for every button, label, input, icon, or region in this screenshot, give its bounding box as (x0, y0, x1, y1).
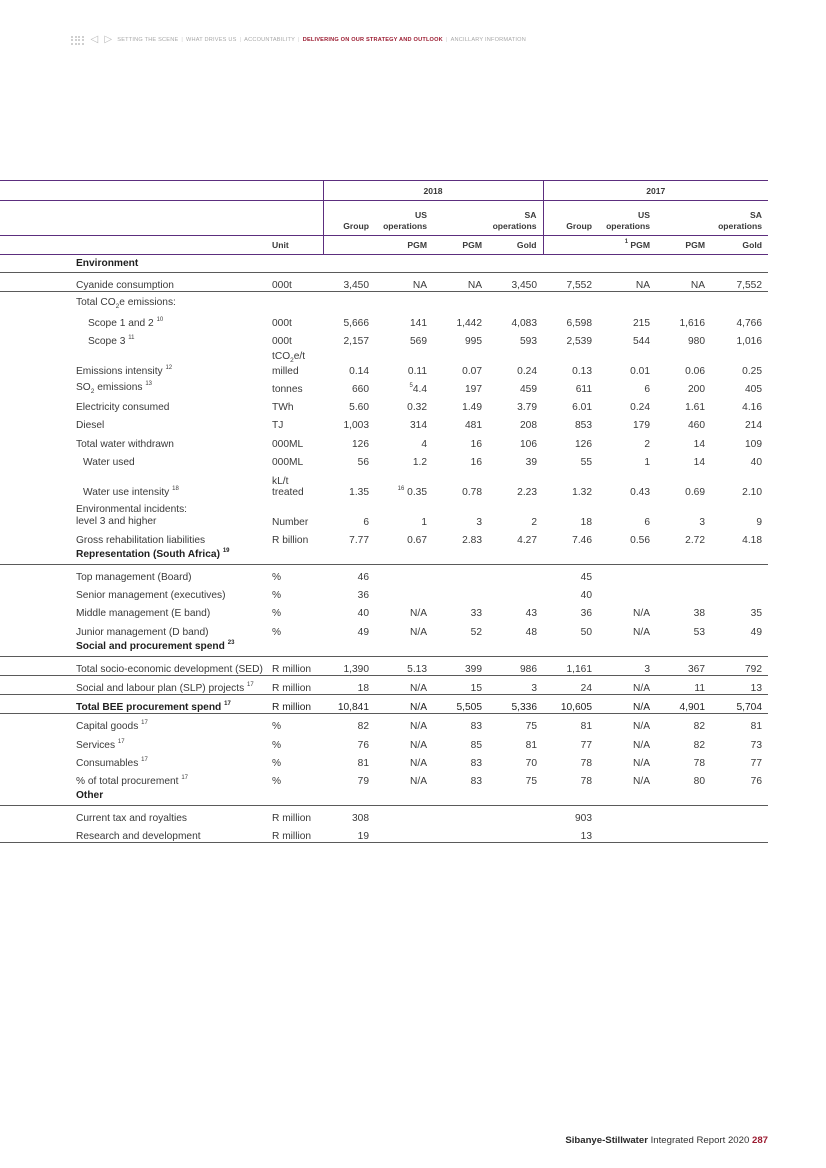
unit-us-pgm-2018: PGM (375, 236, 433, 255)
table-row: Scope 1 and 2 $^{10}$ 000t 5,666 141 1,442 4,083 6,598 215 1,616 4,766 (88, 316, 762, 329)
table-row: Emissions intensity $^{12}$ tCO$_2$e/t milled 0.14 0.11 0.07 0.24 0.13 0.01 0.06 0.25 (76, 350, 762, 377)
sustainability-data-table (0, 180, 768, 843)
table-row: Research and development R million 19 13 (0, 824, 768, 843)
table-row: Capital goods $^{17}$ % 82 N/A 83 75 81 N/A 82 81 (76, 720, 762, 733)
next-page-icon[interactable]: ▷ (104, 34, 113, 45)
table-row: Services $^{17}$ % 76 N/A 85 81 77 N/A 82 73 (76, 738, 762, 751)
units-header-row (0, 236, 768, 255)
table-row: Gross rehabilitation liabilities R billion 7.77 0.67 2.83 4.27 7.46 0.56 2.72 4.18 (76, 534, 762, 546)
table-row: Junior management (D band) % 49 N/A 52 48 50 N/A 53 49 (76, 626, 762, 638)
table-row: Water use intensity $^{18}$ kL/t treated 1.35 $^{16}$ 0.35 0.78 2.23 1.32 0.43 0.69 2.10 (83, 475, 762, 498)
table-row: Environmental incidents: level 3 and higher Number 6 1 3 2 18 6 3 9 (76, 503, 762, 528)
grid-menu-icon[interactable] (71, 36, 84, 45)
nav-setting-the-scene[interactable]: SETTING THE SCENE (117, 37, 179, 43)
unit-sa-pgm-2017: PGM (656, 236, 711, 255)
year-2017: 2017 (543, 181, 768, 201)
company-name: Sibanye-Stillwater (565, 1135, 648, 1146)
table-row: Scope 3 $^{11}$ 000t 2,157 569 995 593 2,539 544 980 1,016 (88, 334, 762, 347)
section-other: Other (0, 787, 768, 806)
section-social-procurement: Social and procurement spend $^{23}$ (0, 638, 768, 657)
unit-header: Unit (268, 236, 323, 255)
col-2017-sa-operations: SA operations (718, 210, 762, 231)
year-header-row (0, 181, 768, 201)
table-row: Cyanide consumption 000t 3,450 NA NA 3,450 7,552 NA NA 7,552 (0, 273, 768, 292)
table-row: $SO_2$ emissions $^{13}$ tonnes 660 $^5$4.4 197 459 611 6 200 405 (76, 380, 762, 395)
page-footer (565, 1135, 768, 1146)
page-number: 287 (751, 1135, 768, 1146)
top-navigation: ◁ ▷ SETTING THE SCENE | WHAT DRIVES US | ACCOUNTABILITY | DELIVERING ON OUR STRATEGY AND OUTLOOK | ANCILLARY INFORMATION (71, 34, 528, 46)
unit-sa-gold-2017: Gold (711, 236, 768, 255)
column-header-row (0, 201, 768, 236)
table-row: Consumables $^{17}$ % 81 N/A 83 70 78 N/A 78 77 (76, 756, 762, 769)
table-row: Diesel TJ 1,003 314 481 208 853 179 460 214 (76, 420, 762, 432)
table-row: Top management (Board) % 46 45 (76, 572, 592, 584)
col-2018-us-operations: US operations (383, 210, 427, 231)
year-2018: 2018 (323, 181, 543, 201)
nav-accountability[interactable]: ACCOUNTABILITY (244, 37, 296, 43)
table-row: Total $CO_2e$ emissions: (76, 297, 176, 311)
table-row: Total socio-economic development (SED) R million 1,390 5.13 399 986 1,161 3 367 792 (0, 656, 768, 675)
table-row: Total BEE procurement spend $^{17}$ R million 10,841 N/A 5,505 5,336 10,605 N/A 4,901 5,704 (0, 695, 768, 714)
nav-ancillary-information[interactable]: ANCILLARY INFORMATION (450, 37, 526, 43)
table-row: Social and labour plan (SLP) projects $^{17}$ R million 18 N/A 15 3 24 N/A 11 13 (0, 675, 768, 694)
unit-sa-gold-2018: Gold (488, 236, 543, 255)
table-row: Water used 000ML 56 1.2 16 39 55 1 14 40 (83, 456, 762, 468)
nav-what-drives-us[interactable]: WHAT DRIVES US (186, 37, 237, 43)
section-environment: Environment (0, 255, 768, 273)
table-row: Middle management (E band) % 40 N/A 33 43 36 N/A 38 35 (76, 608, 762, 620)
table-row: Electricity consumed TWh 5.60 0.32 1.49 3.79 6.01 0.24 1.61 4.16 (76, 402, 762, 414)
table-row: Current tax and royalties R million 308 903 (76, 813, 592, 825)
unit-sa-pgm-2018: PGM (433, 236, 488, 255)
report-name: Integrated Report 2020 (650, 1135, 750, 1146)
section-representation: Representation (South Africa) $^{19}$ (0, 546, 768, 565)
table-row: Total water withdrawn 000ML 126 4 16 106 126 2 14 109 (76, 438, 762, 450)
col-2017-us-operations: US operations (606, 210, 650, 231)
previous-page-icon[interactable]: ◁ (90, 34, 99, 45)
col-2018-group: Group (323, 201, 375, 236)
nav-delivering-strategy[interactable]: DELIVERING ON OUR STRATEGY AND OUTLOOK (302, 37, 443, 43)
table-row: Senior management (executives) % 36 40 (76, 590, 592, 602)
col-2017-group: Group (543, 201, 598, 236)
table-row: % of total procurement $^{17}$ % 79 N/A 83 75 78 N/A 80 76 (76, 774, 762, 787)
unit-us-pgm-2017: $^1$ PGM (598, 236, 656, 255)
col-2018-sa-operations: SA operations (492, 210, 537, 231)
